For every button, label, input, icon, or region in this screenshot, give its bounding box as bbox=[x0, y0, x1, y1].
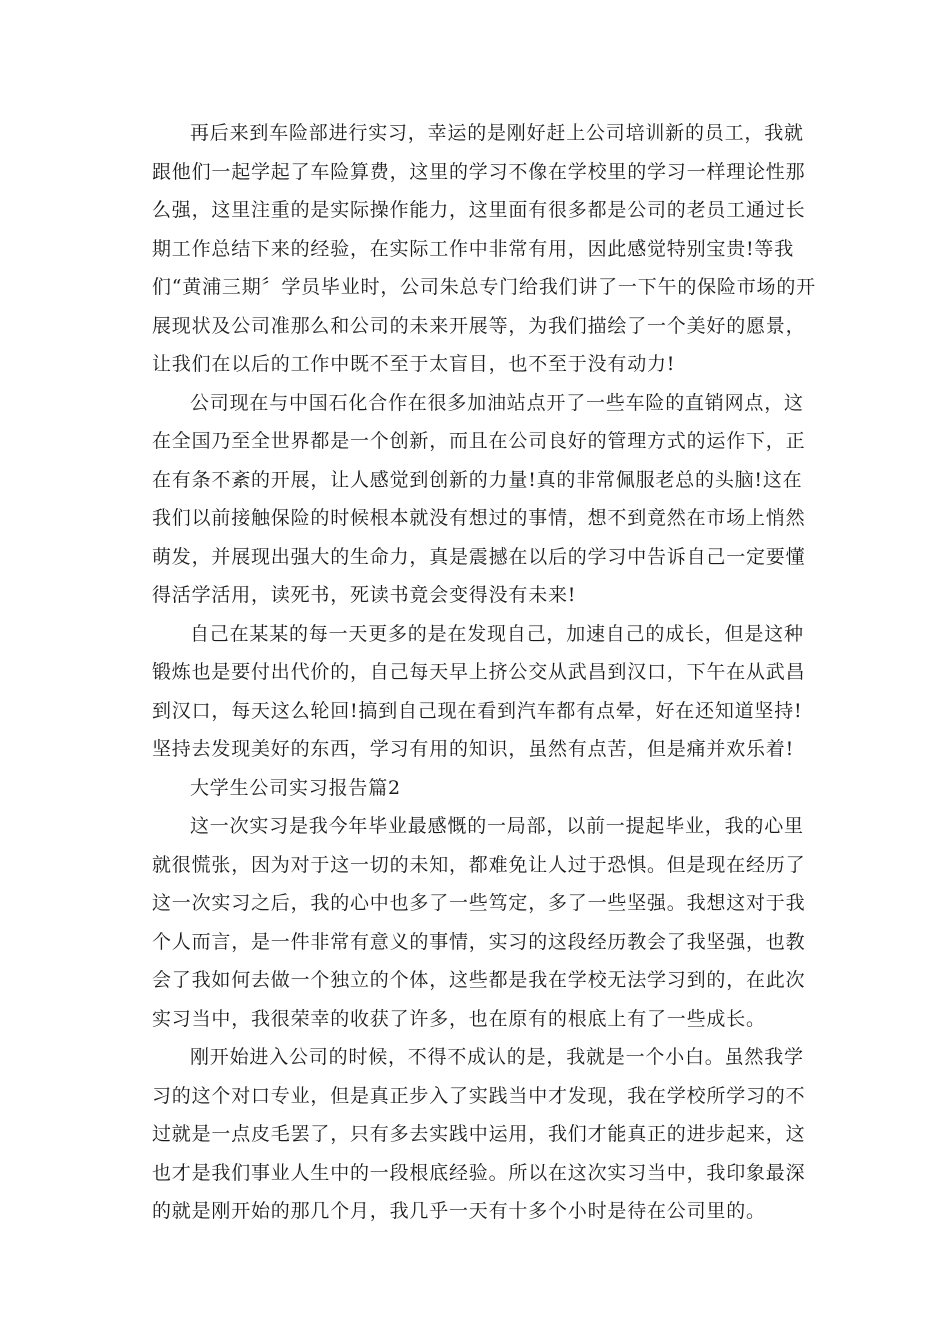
paragraph-line: 坚持去发现美好的东西，学习有用的知识，虽然有点苦，但是痛并欢乐着! bbox=[152, 738, 795, 760]
paragraph-line: 就很慌张，因为对于这一切的未知，都难免让人过于恐惧。但是现在经历了 bbox=[152, 853, 806, 876]
paragraph-2 bbox=[152, 384, 806, 615]
paragraph-line: 锻炼也是要付出代价的，自己每天早上挤公交从武昌到汉口，下午在从武昌 bbox=[152, 661, 806, 683]
paragraph-line: 我们以前接触保险的时候根本就没有想过的事情，想不到竟然在市场上悄然 bbox=[152, 507, 806, 529]
paragraph-line: 们“黄浦三期〞学员毕业时，公司朱总专门给我们讲了一下午的保险市场的开 bbox=[152, 276, 816, 298]
paragraph-line: 跟他们一起学起了车险算费，这里的学习不像在学校里的学习一样理论性那 bbox=[152, 160, 806, 183]
paragraph-line: 这一次实习是我今年毕业最感慨的一局部，以前一提起毕业，我的心里 bbox=[190, 815, 804, 837]
paragraph-line: 这一次实习之后，我的心中也多了一些笃定，多了一些坚强。我想这对于我 bbox=[152, 892, 806, 914]
paragraph-line: 期工作总结下来的经验，在实际工作中非常有用，因此感觉特别宝贵!等我 bbox=[152, 237, 795, 260]
paragraph-line: 到汉口，每天这么轮回!搞到自己现在看到汽车都有点晕，好在还知道坚持! bbox=[152, 699, 803, 722]
paragraph-line: 公司现在与中国石化合作在很多加油站点开了一些车险的直销网点，这 bbox=[190, 391, 804, 414]
paragraph-line: 刚开始进入公司的时候，不得不成认的是，我就是一个小白。虽然我学 bbox=[190, 1046, 804, 1068]
section-heading: 大学生公司实习报告篇2 bbox=[190, 776, 401, 799]
paragraph-line: 再后来到车险部进行实习，幸运的是刚好赶上公司培训新的员工，我就 bbox=[190, 122, 804, 144]
paragraph-line: 过就是一点皮毛罢了，只有多去实践中运用，我们才能真正的进步起来，这 bbox=[152, 1123, 806, 1145]
paragraph-line: 萌发，并展现出强大的生命力，真是震撼在以后的学习中告诉自己一定要懂 bbox=[152, 545, 806, 568]
paragraph-4 bbox=[152, 807, 806, 1038]
paragraph-line: 也才是我们事业人生中的一段根底经验。所以在这次实习当中，我印象最深 bbox=[152, 1161, 806, 1184]
paragraph-line: 的就是刚开始的那几个月，我几乎一天有十多个小时是待在公司里的。 bbox=[152, 1200, 766, 1222]
paragraph-line: 让我们在以后的工作中既不至于太盲目，也不至于没有动力! bbox=[152, 353, 676, 375]
paragraph-3 bbox=[152, 615, 806, 769]
paragraph-line: 实习当中，我很荣幸的收获了许多，也在原有的根底上有了一些成长。 bbox=[152, 1007, 766, 1030]
paragraph-line: 得活学活用，读死书，死读书竟会变得没有未来! bbox=[152, 584, 577, 606]
paragraph-5 bbox=[152, 1038, 806, 1231]
paragraph-line: 在全国乃至全世界都是一个创新，而且在公司良好的管理方式的运作下，正 bbox=[152, 430, 806, 452]
paragraph-line: 会了我如何去做一个独立的个体，这些都是我在学校无法学习到的，在此次 bbox=[152, 969, 806, 991]
paragraph-line: 么强，这里注重的是实际操作能力，这里面有很多都是公司的老员工通过长 bbox=[152, 199, 806, 221]
document-page bbox=[152, 114, 816, 1231]
paragraph-line: 展现状及公司准那么和公司的未来开展等，为我们描绘了一个美好的愿景， bbox=[152, 314, 806, 337]
paragraph-line: 个人而言，是一件非常有意义的事情，实习的这段经历教会了我坚强，也教 bbox=[152, 930, 806, 953]
paragraph-1 bbox=[152, 114, 816, 384]
paragraph-line: 习的这个对口专业，但是真正步入了实践当中才发现，我在学校所学习的不 bbox=[152, 1084, 806, 1107]
paragraph-line: 在有条不紊的开展，让人感觉到创新的力量!真的非常佩服老总的头脑!这在 bbox=[152, 468, 803, 491]
paragraph-line: 自己在某某的每一天更多的是在发现自己，加速自己的成长，但是这种 bbox=[190, 622, 804, 645]
